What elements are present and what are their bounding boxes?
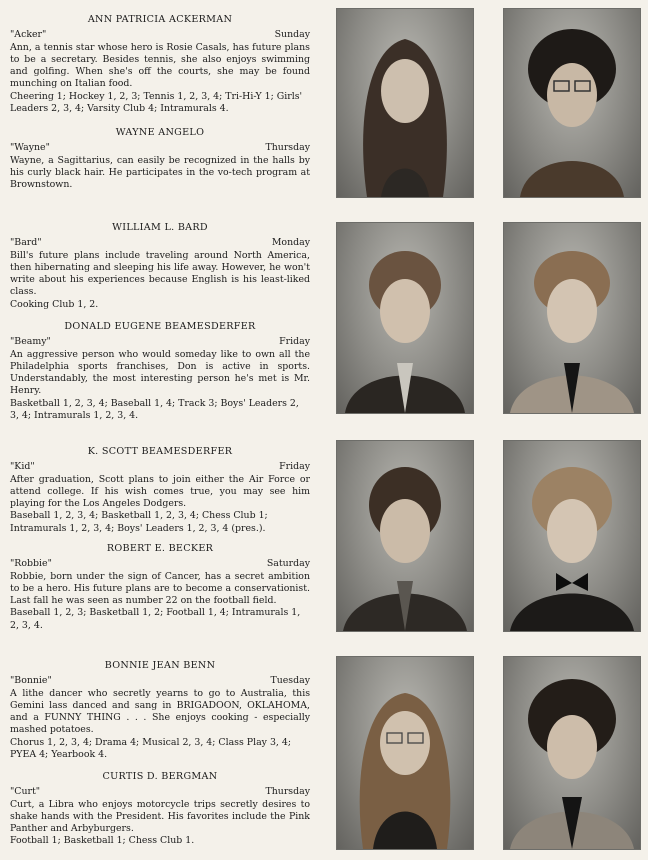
portrait-photo — [503, 8, 641, 198]
student-activities: Chorus 1, 2, 3, 4; Drama 4; Musical 2, 3, 4; Class Play 3, 4; PYEA 4; Yearbook 4. — [10, 736, 291, 761]
portrait-photo — [503, 222, 641, 414]
student-bio: A lithe dancer who secretly yearns to go to Australia, this Gemini lass danced and sang in BRIGADOON, OKLAHOMA, and a FUNNY THING . . . She enjoys cooking - especially mashed potatoes. — [10, 687, 310, 736]
student-bio: Curt, a Libra who enjoys motorcycle trips secretly desires to shake hands with the President. His favorites include the Pink Panther and Arbyburgers. — [10, 798, 310, 835]
portrait-photo — [336, 440, 474, 632]
student-nickname: "Robbie" — [10, 558, 52, 570]
student-nickname: "Bonnie" — [10, 675, 52, 687]
portrait-photo — [336, 222, 474, 414]
portrait-photo — [503, 656, 641, 850]
student-bio: After graduation, Scott plans to join either the Air Force or attend college. If his wish comes true, you may see him playing for the Los Angeles Dodgers. — [10, 473, 310, 510]
portrait-photo — [336, 8, 474, 198]
student-name: CURTIS D. BERGMAN — [102, 771, 218, 782]
student-bio: Robbie, born under the sign of Cancer, has a secret ambition to be a hero. His future plans are to become a conservationist. Last fall he was seen as number 22 on the football field. — [10, 570, 310, 607]
student-name: ROBERT E. BECKER — [106, 543, 214, 554]
birth-day: Thursday — [265, 786, 310, 798]
student-name: BONNIE JEAN BENN — [104, 660, 216, 671]
student-activities: Basketball 1, 2, 3, 4; Baseball 1, 4; Track 3; Boys' Leaders 2, 3, 4; Intramurals 1, 2, 3, 4. — [10, 397, 299, 422]
student-entry — [10, 771, 310, 848]
birth-day: Thursday — [265, 142, 310, 154]
student-entry — [10, 127, 310, 191]
student-name: WILLIAM L. BARD — [112, 222, 208, 233]
student-bio: Ann, a tennis star whose hero is Rosie Casals, has future plans to be a secretary. Besides tennis, she also enjoys swimming and golfing. When she's off the courts, she may be found munching on Italian food. — [10, 41, 310, 90]
portrait-photo — [336, 656, 474, 850]
student-entry — [10, 321, 310, 422]
student-activities: Baseball 1, 2, 3, 4; Basketball 1, 2, 3, 4; Chess Club 1; Intramurals 1, 2, 3, 4; Boys' Leaders 1, 2, 3, 4 (pres.). — [10, 510, 268, 534]
student-nickname: "Kid" — [10, 461, 35, 473]
student-activities: Baseball 1, 2, 3; Basketball 1, 2; Football 1, 4; Intramurals 1, 2, 3, 4. — [10, 607, 301, 631]
student-entry — [10, 660, 310, 761]
birth-day: Friday — [279, 336, 310, 348]
student-activities: Cooking Club 1, 2. — [10, 298, 99, 310]
student-entry — [10, 446, 310, 535]
student-nickname: "Wayne" — [10, 142, 50, 154]
student-activities: Football 1; Basketball 1; Chess Club 1. — [10, 835, 195, 847]
student-entry — [10, 222, 310, 311]
birth-day: Monday — [271, 237, 310, 249]
student-bio: An aggressive person who would someday like to own all the Philadelphia sports franchises, Don is active in sports. Understandably, the most interesting person he's met is Mr. Henry. — [10, 348, 310, 397]
student-name: DONALD EUGENE BEAMESDERFER — [64, 321, 256, 332]
student-name: K. SCOTT BEAMESDERFER — [87, 446, 233, 457]
student-entry — [10, 543, 310, 632]
student-bio: Wayne, a Sagittarius, can easily be recognized in the halls by his curly black hair. He participates in the vo-tech program at Brownstown. — [10, 154, 310, 191]
student-activities: Cheering 1; Hockey 1, 2, 3; Tennis 1, 2, 3, 4; Tri-Hi-Y 1; Girls' Leaders 2, 3, 4; Varsity Club 4; Intramurals 4. — [10, 90, 303, 115]
student-nickname: "Curt" — [10, 786, 41, 798]
student-name: ANN PATRICIA ACKERMAN — [87, 14, 233, 25]
birth-day: Saturday — [266, 558, 310, 570]
student-entry — [10, 14, 310, 115]
student-nickname: "Beamy" — [10, 336, 51, 348]
birth-day: Friday — [279, 461, 310, 473]
student-nickname: "Bard" — [10, 237, 42, 249]
student-bio: Bill's future plans include traveling around North America, then hibernating and sleeping his life away. However, he won't write about his experiences because English is his least-liked class. — [10, 249, 310, 298]
portrait-photo — [503, 440, 641, 632]
birth-day: Sunday — [274, 29, 310, 41]
student-name: WAYNE ANGELO — [115, 127, 205, 138]
birth-day: Tuesday — [270, 675, 310, 687]
student-nickname: "Acker" — [10, 29, 47, 41]
